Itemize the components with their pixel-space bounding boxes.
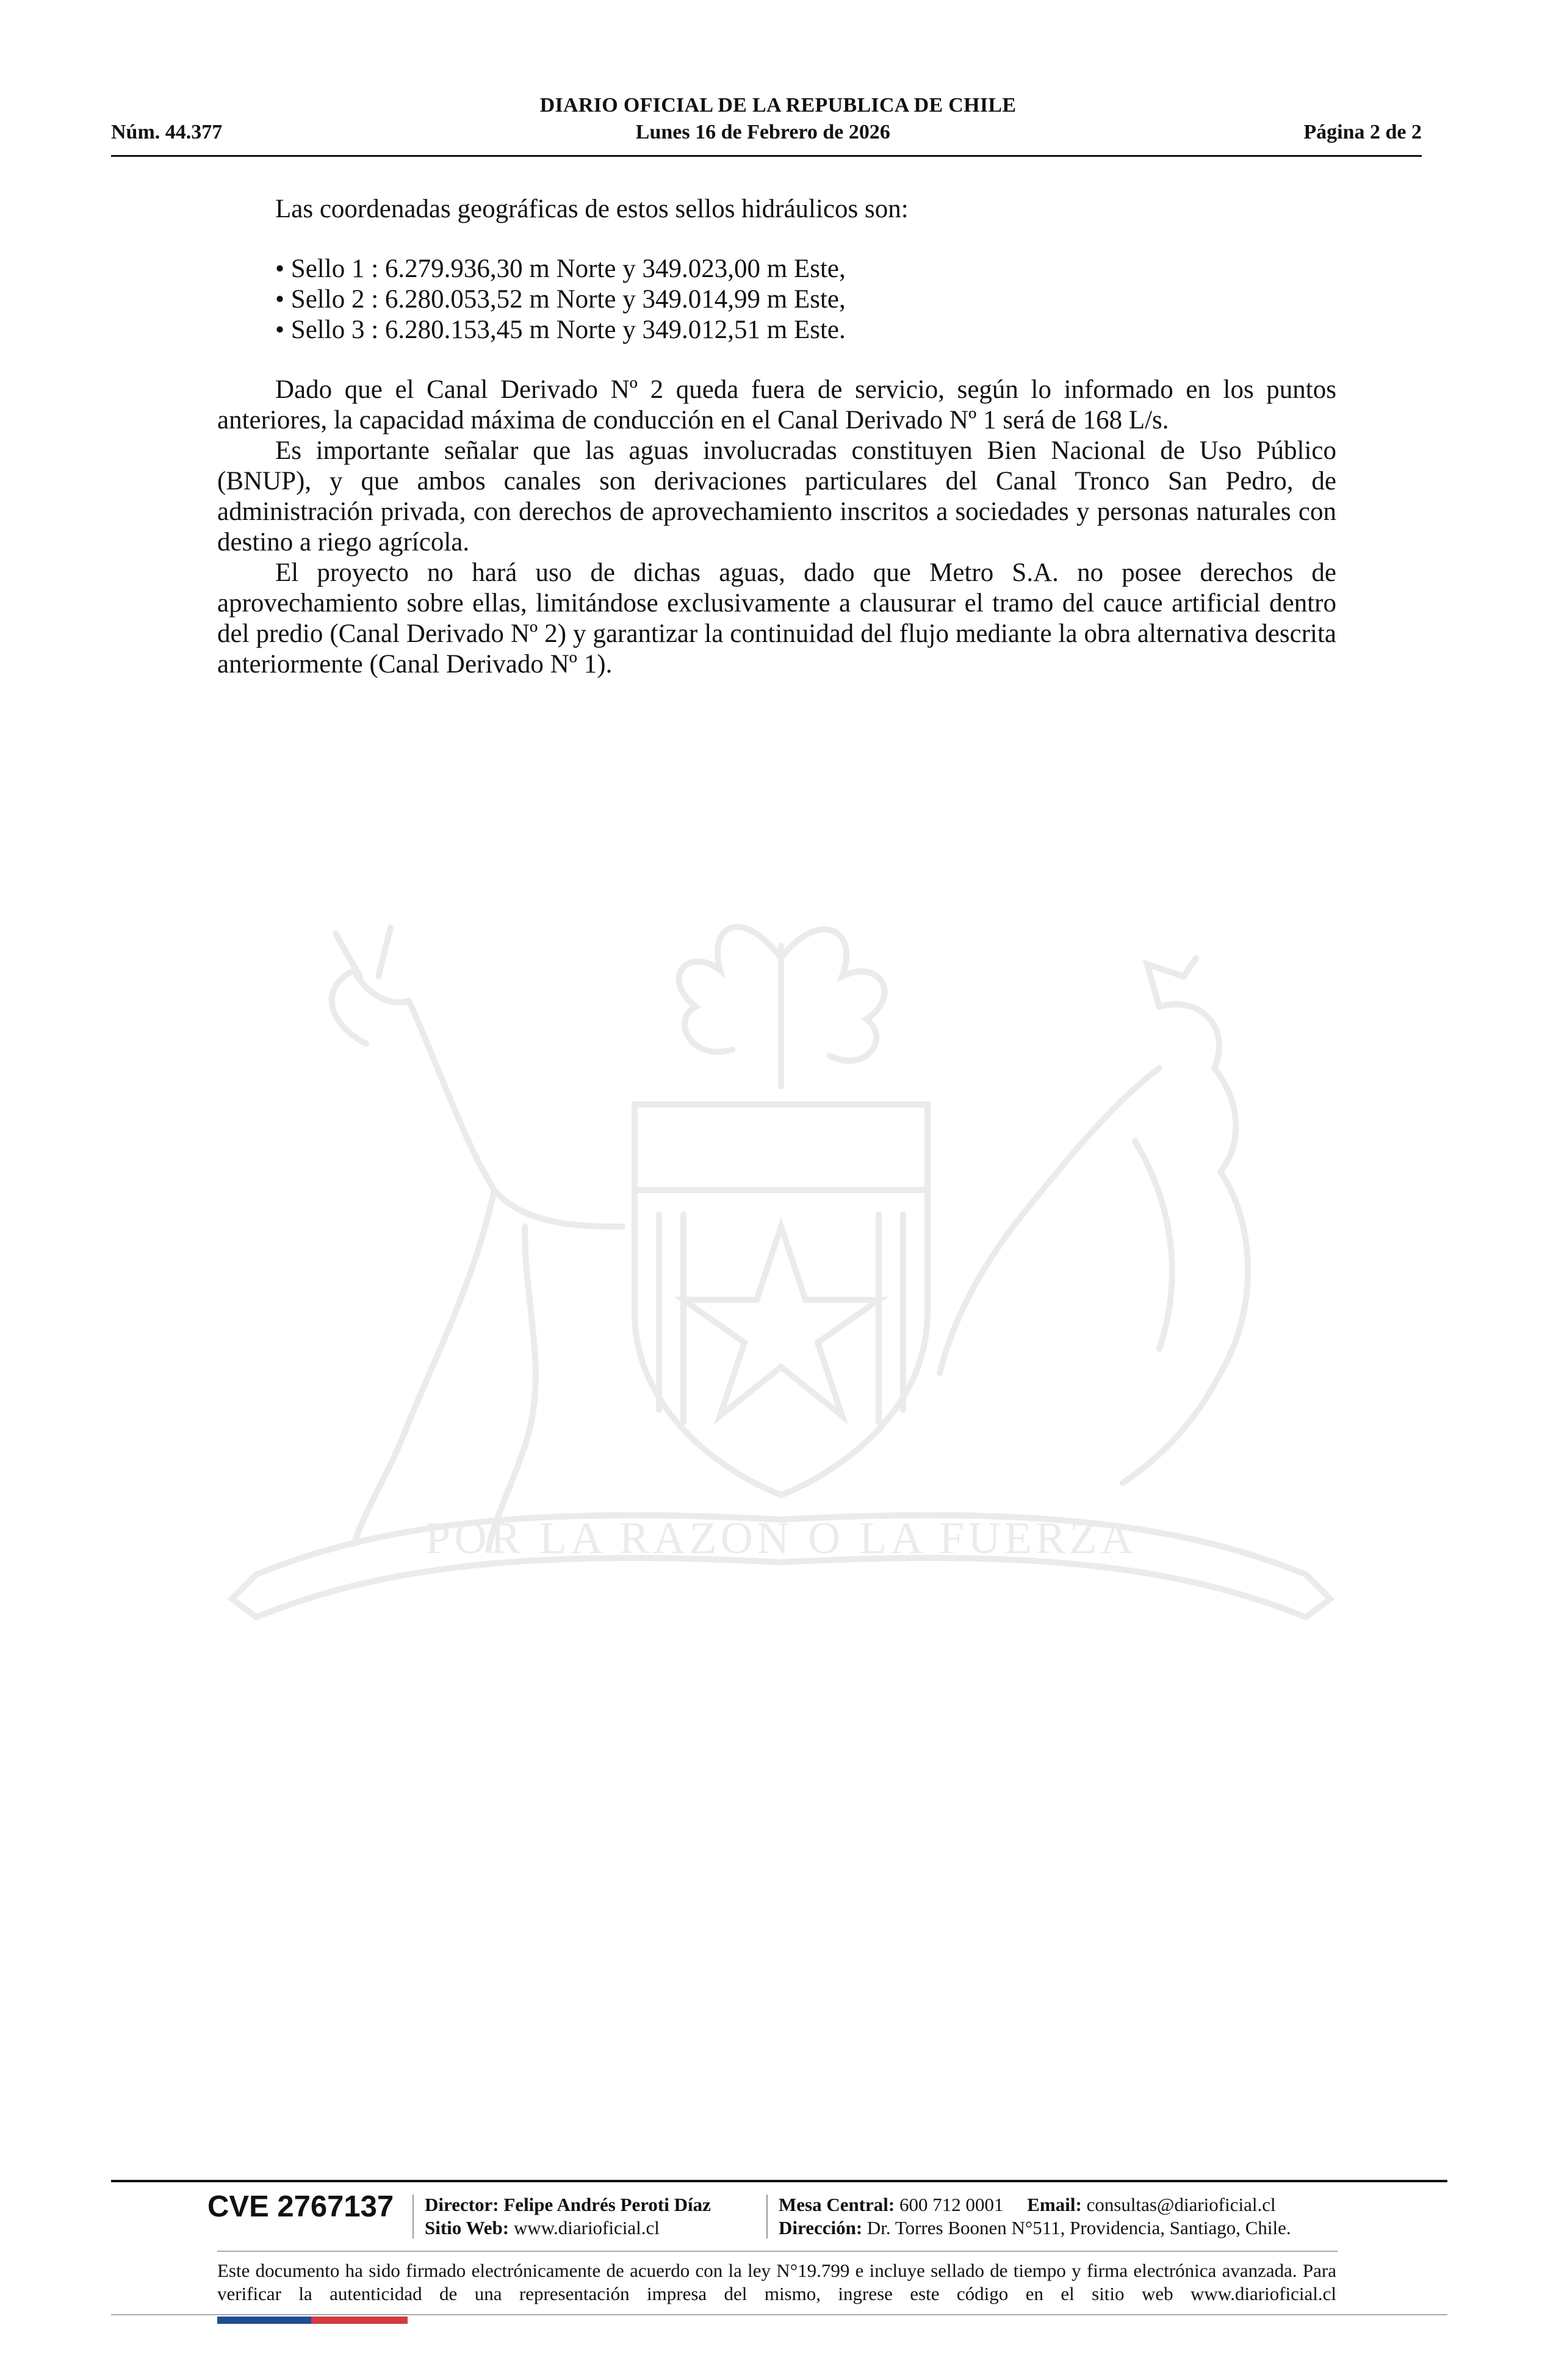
footer-director-block bbox=[425, 2193, 711, 2240]
director-label: Director: bbox=[425, 2194, 499, 2215]
header-divider bbox=[111, 155, 1422, 157]
address-label: Dirección: bbox=[779, 2217, 863, 2238]
phone-label: Mesa Central: bbox=[779, 2194, 895, 2215]
list-item: • Sello 2 : 6.280.053,52 m Norte y 349.014,99 m Este, bbox=[275, 285, 846, 314]
website-link[interactable]: www.diarioficial.cl bbox=[513, 2217, 660, 2238]
footer-divider-bottom bbox=[111, 2314, 1447, 2315]
header-row bbox=[111, 121, 1422, 144]
email-label: Email: bbox=[1027, 2194, 1082, 2215]
footer-contact-block bbox=[779, 2193, 1291, 2240]
paragraph: El proyecto no hará uso de dichas aguas, dado que Metro S.A. no posee derechos de aprovechamiento sobre ellas, limitándose exclusivamente a clausurar el tramo del cauce artificial dentro del predio (Canal Derivado Nº 2) y garantizar la continuidad del flujo mediante la obra alternativa descrita anteriormente (Canal Derivado Nº 1). bbox=[217, 558, 1336, 679]
intro-paragraph: Las coordenadas geográficas de estos sellos hidráulicos son: bbox=[275, 195, 909, 223]
cve-code: CVE 2767137 bbox=[207, 2190, 394, 2223]
web-label: Sitio Web: bbox=[425, 2217, 510, 2238]
issue-date: Lunes 16 de Febrero de 2026 bbox=[635, 121, 890, 143]
paragraph: Es importante señalar que las aguas involucradas constituyen Bien Nacional de Uso Público (BNUP), y que ambos canales son derivaciones particulares del Canal Tronco San Pedro, de administración privada, con derechos de aprovechamiento inscritos a sociedades y personas naturales con destino a riego agrícola. bbox=[217, 436, 1336, 557]
coat-of-arms-icon bbox=[207, 885, 1355, 1697]
phone-number: 600 712 0001 bbox=[899, 2194, 1004, 2215]
coordinates-list bbox=[217, 254, 1336, 345]
footer-separator bbox=[766, 2194, 768, 2238]
list-item: • Sello 1 : 6.279.936,30 m Norte y 349.023,00 m Este, bbox=[275, 254, 846, 283]
list-item: • Sello 3 : 6.280.153,45 m Norte y 349.012,51 m Este. bbox=[275, 316, 846, 344]
flag-stripe-blue bbox=[217, 2317, 311, 2324]
address-value: Dr. Torres Boonen N°511, Providencia, Santiago, Chile. bbox=[866, 2217, 1291, 2238]
document-body bbox=[217, 194, 1336, 680]
director-name: Felipe Andrés Peroti Díaz bbox=[503, 2194, 711, 2215]
page-indicator: Página 2 de 2 bbox=[1303, 121, 1422, 143]
issue-number: Núm. 44.377 bbox=[111, 121, 223, 143]
flag-stripe-red bbox=[311, 2317, 408, 2324]
paragraph: Dado que el Canal Derivado Nº 2 queda fuera de servicio, según lo informado en los puntos anteriores, la capacidad máxima de conducción en el Canal Derivado Nº 1 será de 168 L/s. bbox=[217, 375, 1336, 435]
email-link[interactable]: consultas@diarioficial.cl bbox=[1086, 2194, 1276, 2215]
coat-of-arms-motto: POR LA RAZON O LA FUERZA bbox=[425, 1513, 1137, 1563]
footer-divider-mid bbox=[217, 2251, 1338, 2252]
footer-divider-top bbox=[111, 2180, 1447, 2182]
gazette-title: DIARIO OFICIAL DE LA REPUBLICA DE CHILE bbox=[539, 94, 1017, 117]
footer-separator bbox=[412, 2194, 414, 2238]
legal-notice: Este documento ha sido firmado electrónicamente de acuerdo con la ley N°19.799 e incluye sellado de tiempo y firma electrónica avanzada. Para verificar la autenticidad de una representación impresa del mismo, ingrese este código en el sitio web www.diarioficial.cl bbox=[217, 2260, 1336, 2304]
